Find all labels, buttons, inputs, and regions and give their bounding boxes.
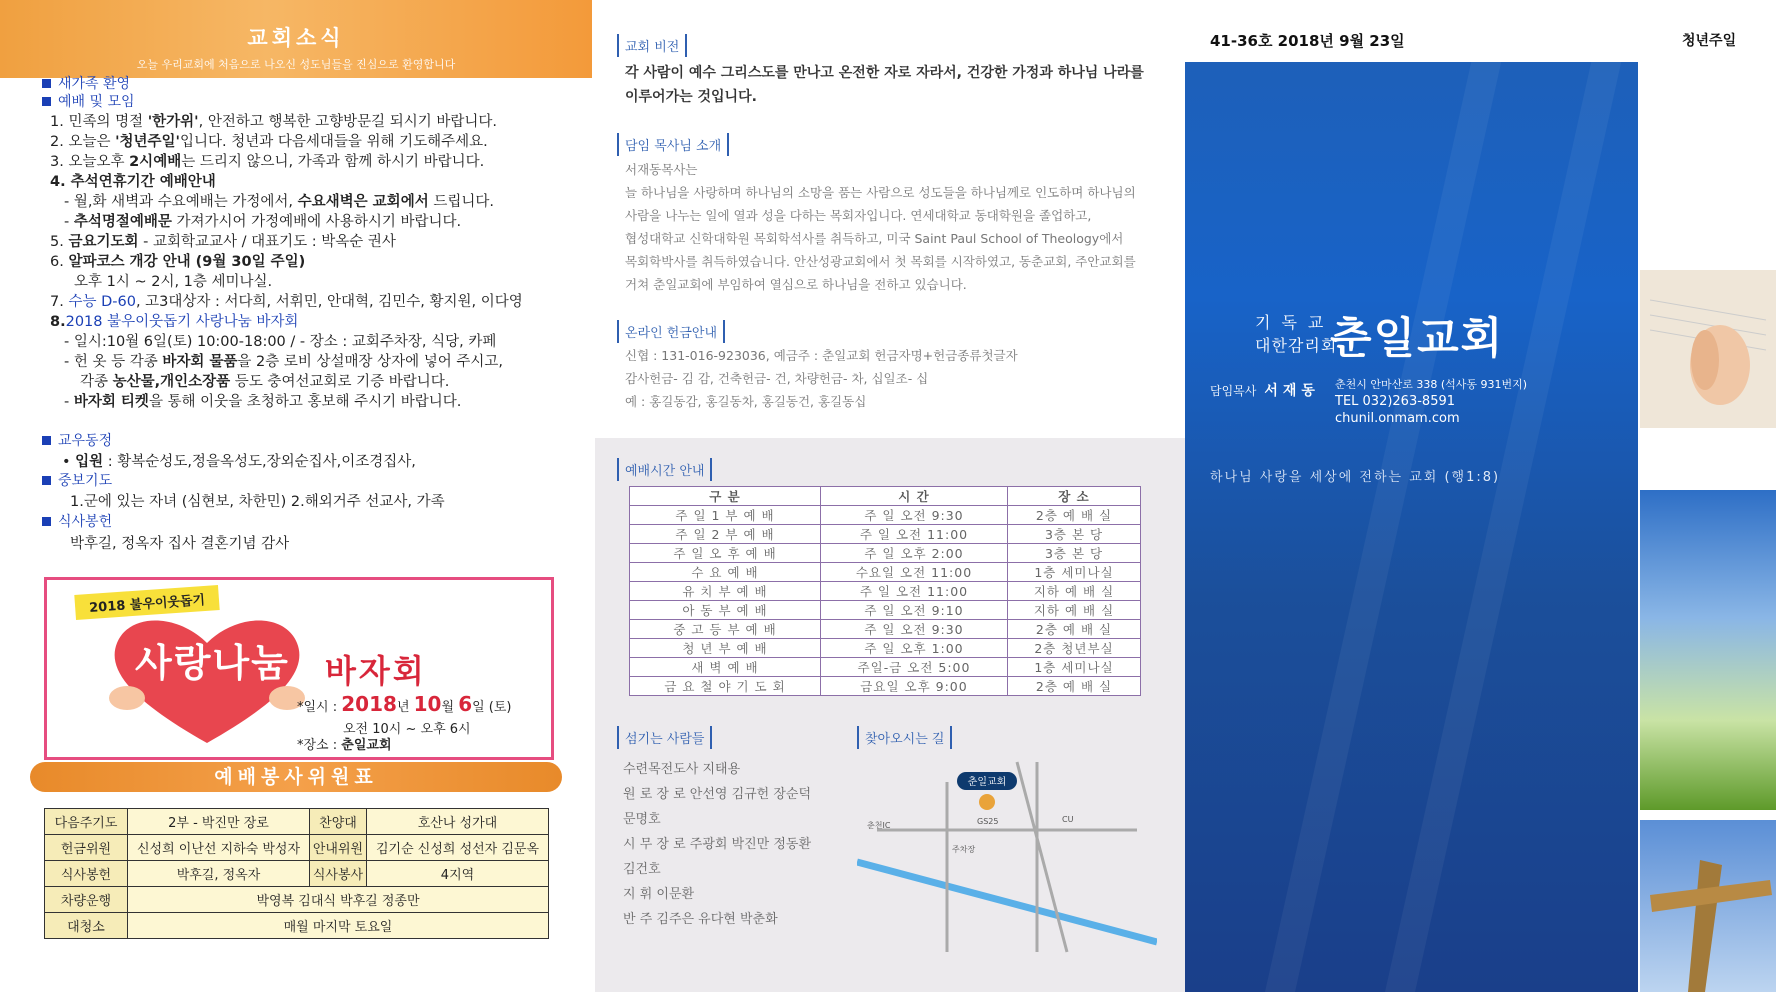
news-item-7: 7. 수능 D-60, 고3대상자 : 서다희, 서휘민, 안대혁, 김민수, 황지원, 이다영 [50,294,523,310]
table-row: 주 일 1 부 예 배 주 일 오전 9:30 2층 예 배 실 [630,506,1141,525]
table-header: 구 분 시 간 장 소 [630,487,1141,506]
pastor-line: 늘 하나님을 사랑하며 하나님의 소망을 품는 사람으로 성도들을 하나님께로 인도하며 하나님의 [625,185,1136,200]
table-row: 헌금위원 신성희 이난선 지하숙 박성자 안내위원 김기순 신성희 성선자 김문옥 [45,835,549,861]
table-row: 주 일 오 후 예 배 주 일 오후 2:00 3층 본 당 [630,544,1141,563]
bazaar-poster [44,577,554,760]
left-panel [0,0,595,992]
news-item-8: 8.2018 불우이웃돕기 사랑나눔 바자회 [50,314,299,330]
pastor-intro-tag: 담임 목사님 소개 [617,133,729,156]
table-row: 금 요 철 야 기 도 회 금요일 오후 9:00 2층 예 배 실 [630,677,1141,696]
offering-line: 신협 : 131-016-923036, 예금주 : 춘일교회 헌금자명+헌금종류첫글자 [625,348,1018,363]
bazaar-love-text: 사랑나눔 [135,641,290,685]
map-sign-label: GS25 [977,817,999,826]
map-lot-label: 주차장 [952,845,976,854]
prayer-items: 1.군에 있는 자녀 (심현보, 차한민) 2.해외거주 선교사, 가족 [70,494,445,510]
church-website[interactable]: chunil.onmam.com [1335,411,1460,426]
pastor-line: 협성대학교 신학대학원 목회학석사를 취득하고, 미국 Saint Paul School of Theology에서 [625,231,1124,246]
news-item-6-detail: 오후 1시 ~ 2시, 1층 세미나실. [74,274,273,290]
servant-line: 지 휘 이문환 [623,887,695,902]
directions-tag: 찾아오시는 길 [857,726,952,749]
map-ic-label: 춘천IC [867,821,891,830]
vision-tag: 교회 비전 [617,34,687,57]
news-item-8-ticket: - 바자회 티켓을 통해 이웃을 초청하고 홍보해 주시기 바랍니다. [64,394,462,410]
worship-time-tag: 예배시간 안내 [617,458,712,481]
cover-diagonals [1185,0,1638,992]
news-item-8-donate: 각종 농산물,개인소장품 등도 충여선교회로 기증 바랍니다. [80,374,450,390]
section-label: 식사봉헌 [58,514,113,530]
denomination-top: 기독교 [1255,313,1335,332]
bazaar-place: *장소 : 춘일교회 [297,738,392,753]
denomination-bottom: 대한감리회 [1255,336,1338,355]
news-item-4b: - 추석명절예배문 가져가시어 가정예배에 사용하시기 바랍니다. [64,214,462,230]
bazaar-time: 오전 10시 ~ 오후 6시 [343,722,471,737]
offering-line: 예 : 홍길동감, 홍길동차, 홍길동건, 홍길동십 [625,394,867,409]
news-item-6: 6. 알파코스 개강 안내 (9월 30일 주일) [50,254,306,270]
vision-line-2: 이루어가는 것입니다. [625,89,757,105]
news-item-4: 4. 추석연휴기간 예배안내 [50,174,216,190]
table-row: 주 일 2 부 예 배 주 일 오전 11:00 3층 본 당 [630,525,1141,544]
servant-line: 시 무 장 로 주광회 박진만 정동환 [623,837,812,852]
table-row: 대청소 매월 마지막 토요일 [45,913,549,939]
church-tel: TEL 032)263-8591 [1335,394,1456,409]
map-church-label: 춘일교회 [967,777,1007,788]
table-row: 청 년 부 예 배 주 일 오후 1:00 2층 청년부실 [630,639,1141,658]
section-prayer [42,470,112,490]
table-row: 유 치 부 예 배 주 일 오전 11:00 지하 예 배 실 [630,582,1141,601]
praying-hands-icon [1640,270,1776,428]
right-panel [1185,0,1776,992]
section-label: 교우동정 [58,433,113,449]
issue-number: 41-36호 2018년 9월 23일 [1210,32,1405,50]
news-item-1: 1. 민족의 명절 '한가위', 안전하고 행복한 고향방문길 되시기 바랍니다. [50,114,498,130]
church-name: 춘일교회 [1330,314,1505,364]
news-item-8-date: - 일시:10월 6일(토) 10:00-18:00 / - 장소 : 교회주차장, 식당, 카페 [64,334,497,350]
servant-line: 수련목전도사 지태용 [623,762,741,777]
section-label: 중보기도 [58,473,113,489]
church-contact [1335,376,1527,427]
news-item-8-goods: - 헌 옷 등 각종 바자회 물품을 2층 로비 상설매장 상자에 넣어 주시고, [64,354,504,370]
section-members [42,430,112,450]
section-label: 새가족 환영 [58,76,131,92]
news-banner [0,0,592,78]
news-item-5: 5. 금요기도회 - 교회학교교사 / 대표기도 : 박옥순 권사 [50,234,396,250]
middle-panel [595,0,1185,992]
table-row: 중 고 등 부 예 배 주 일 오전 9:30 2층 예 배 실 [630,620,1141,639]
table-row: 아 동 부 예 배 주 일 오전 9:10 지하 예 배 실 [630,601,1141,620]
table-row: 수 요 예 배 수요일 오전 11:00 1층 세미나실 [630,563,1141,582]
vision-line-1: 각 사람이 예수 그리스도를 만나고 온전한 자로 자라서, 건강한 가정과 하나님 나라를 [625,65,1144,81]
duty-title: 예배봉사위원표 [30,762,562,792]
news-item-4a: - 월,화 새벽과 수요예배는 가정에서, 수요새벽은 교회에서 드립니다. [64,194,494,210]
table-row: 차량운행 박영복 김대식 박후길 정종만 [45,887,549,913]
news-item-2: 2. 오늘은 '청년주일'입니다. 청년과 다음세대들을 위해 기도해주세요. [50,134,488,150]
pastor-info: 담임목사 서재동 [1210,383,1320,399]
location-map [857,752,1157,962]
offering-tag: 온라인 헌금안내 [617,320,725,343]
offering-line: 감사헌금- 김 감, 건축헌금- 건, 차량헌금- 차, 십일조- 십 [625,371,929,386]
meal-item: 박후길, 정옥자 집사 결혼기념 감사 [70,536,290,552]
worship-time-table [629,486,1141,696]
pastor-line: 서재동목사는 [625,162,698,177]
servant-line: 원 로 장 로 안선영 김규헌 장순덕 [623,787,812,802]
section-welcome [42,73,130,93]
bazaar-date: *일시 : 2018년 10월 6일 (토) [297,692,512,716]
members-hospital: • 입원 : 황복순성도,정을옥성도,장외순집사,이조경집사, [62,454,416,470]
sky-field-image [1640,490,1776,810]
youth-sunday-label: 청년주일 [1682,33,1737,49]
cross-icon [1640,820,1776,992]
church-motto: 하나님 사랑을 세상에 전하는 교회 (행1:8) [1210,470,1501,485]
news-title: 교회소식 [247,26,345,50]
servants-tag: 섬기는 사람들 [617,726,712,749]
cover-background [1185,0,1638,992]
news-subtitle: 오늘 우리교회에 처음으로 나오신 성도님들을 진심으로 환영합니다 [136,58,456,71]
table-row: 새 벽 예 배 주일-금 오전 5:00 1층 세미나실 [630,658,1141,677]
section-meal [42,511,112,531]
pastor-line: 사람을 나누는 일에 열과 성을 다하는 목회자입니다. 연세대학교 동대학원을 졸업하고, [625,208,1092,223]
bazaar-tag: 2018 불우이웃돕기 [74,585,219,620]
cross-image [1640,820,1776,992]
servant-line: 문명호 [623,812,661,827]
servant-line: 김건호 [623,862,661,877]
table-row: 식사봉헌 박후길, 정옥자 식사봉사 4지역 [45,861,549,887]
pastor-line: 목회학박사를 취득하였습니다. 안산성광교회에서 첫 목회를 시작하였고, 동춘교회, 주안교회를 [625,254,1136,269]
news-item-3: 3. 오늘오후 2시예배는 드리지 않으니, 가족과 함께 하시기 바랍니다. [50,154,485,170]
section-label: 예배 및 모임 [58,94,135,110]
map-mart-label: CU [1062,815,1074,824]
servant-line: 반 주 김주은 유다현 박춘화 [623,912,778,927]
praying-hands-image [1640,270,1776,428]
table-row: 다음주기도 2부 - 박진만 장로 찬양대 호산나 성가대 [45,809,549,835]
duty-table [44,808,549,939]
bazaar-title: 바자회 [325,652,427,690]
church-address: 춘천시 안마산로 338 (석사동 931번지) [1335,378,1528,391]
section-worship [42,91,135,111]
pastor-line: 거쳐 춘일교회에 부임하여 열심으로 하나님을 전하고 있습니다. [625,277,967,292]
